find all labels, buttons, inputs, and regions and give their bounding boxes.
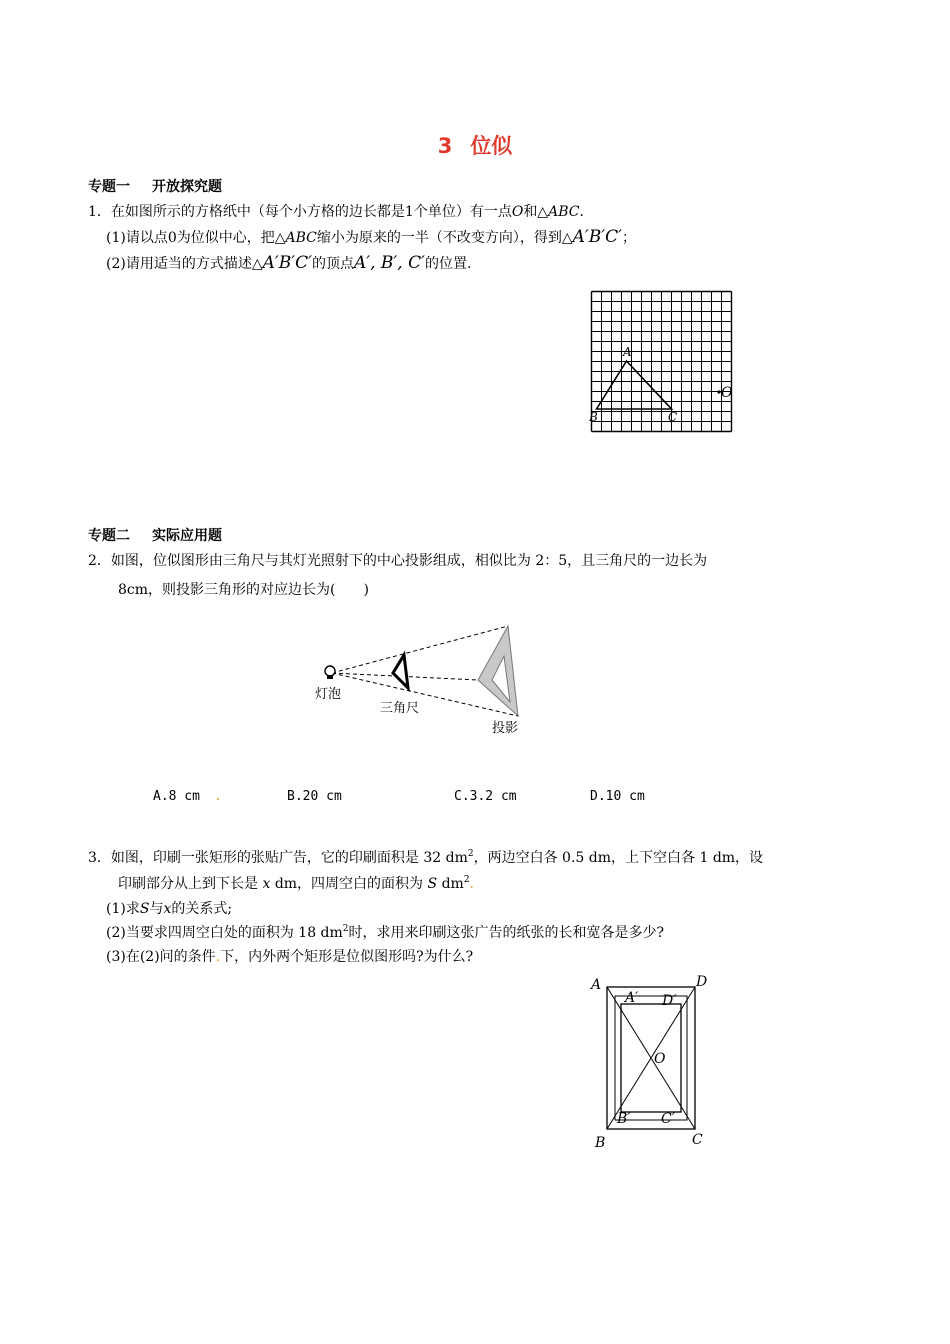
- grid-lines: [592, 292, 732, 432]
- q2-projection-figure: [310, 620, 540, 740]
- label-o: O: [721, 385, 733, 401]
- q3-part2-text: (2)当要求四周空白处的面积为 18 dm: [106, 925, 343, 941]
- q3-line2-text-b: dm，四周空白的面积为: [274, 876, 424, 892]
- q1-point-o: O: [511, 204, 524, 220]
- label-b: B: [595, 1135, 606, 1151]
- q1-part2-text-b: 的顶点: [311, 256, 354, 272]
- section-1-name: 开放探究题: [152, 179, 222, 195]
- q2-option-b[interactable]: B.20 cm: [287, 789, 342, 804]
- ray-top: [332, 626, 508, 673]
- q3-line2: [118, 873, 474, 893]
- q3-part2-sup: 2: [342, 924, 349, 934]
- label-ruler: 三角尺: [380, 701, 420, 716]
- title-number: 3: [437, 134, 453, 158]
- q1-part1-text: (1)请以点0为位似中心，把△: [106, 230, 286, 246]
- q3-part1-s: S: [139, 901, 150, 917]
- q1-stem-text-b: 和△: [523, 204, 549, 220]
- label-a-prime: A′: [625, 990, 639, 1006]
- q1-part2-points: A′, B′, C′: [353, 253, 425, 273]
- q3-part1-text: (1)求: [106, 901, 140, 917]
- q3-part1-text-b: 与: [149, 901, 164, 917]
- section-2-heading: [88, 525, 222, 545]
- q2-line1: [88, 550, 707, 570]
- bulb-base: [327, 675, 333, 679]
- q3-part3: [106, 946, 473, 966]
- q2-option-d[interactable]: D.10 cm: [590, 789, 645, 804]
- q3-line2-text: 印刷部分从上到下长是: [118, 876, 258, 892]
- q2-option-a-text: A.8 cm: [153, 789, 200, 804]
- q1-part1-end: ；: [622, 230, 637, 246]
- orange-dot: .: [215, 949, 221, 965]
- section-1-label: 专题一: [88, 179, 130, 195]
- label-d: D: [696, 974, 708, 990]
- q1-stem-end: .: [579, 204, 584, 220]
- q1-part1-abc: ABC: [285, 230, 317, 246]
- q3-var-x: x: [262, 876, 271, 892]
- label-a: A: [623, 345, 632, 359]
- label-c: C: [668, 410, 678, 424]
- q3-rectangle-figure: [585, 972, 715, 1152]
- q2-line1-text: 如图，位似图形由三角尺与其灯光照射下的中心投影组成，相似比为 2：5，且三角尺的一边长为: [110, 553, 708, 569]
- q3-part1: [106, 898, 232, 918]
- q3-line2-unit: dm: [441, 876, 464, 892]
- q1-part1-text-b: 缩小为原来的一半（不改变方向），得到△: [316, 230, 573, 246]
- q1-grid-figure: [588, 288, 748, 436]
- q3-part1-end: 的关系式;: [171, 901, 233, 917]
- q1-part2-triangle: A′B′C′: [262, 253, 312, 273]
- q3-line1-text: 如图，印刷一张矩形的张贴广告，它的印刷面积是 32 dm: [110, 850, 468, 866]
- title-text: 位似: [470, 134, 513, 158]
- q1-part2: [106, 253, 471, 273]
- q3-line2-sup: 2: [463, 875, 470, 885]
- q1-number: 1．: [88, 204, 111, 220]
- q3-part1-x: x: [163, 901, 172, 917]
- q1-stem: [88, 201, 584, 221]
- section-1-heading: [88, 176, 222, 196]
- label-c: C: [692, 1132, 703, 1148]
- label-o: O: [654, 1051, 666, 1067]
- page-title: [0, 130, 950, 160]
- orange-dot: .: [213, 789, 222, 804]
- q2-line2: 8cm，则投影三角形的对应边长为( ): [118, 582, 369, 598]
- label-d-prime: D′: [662, 993, 677, 1009]
- label-a: A: [591, 977, 602, 993]
- q3-part2-text-b: 时，求用来印刷这张广告的纸张的长和宽各是多少?: [348, 925, 665, 941]
- q2-option-a[interactable]: [153, 789, 222, 804]
- q2-number: 2．: [88, 553, 111, 569]
- q3-number: 3．: [88, 850, 111, 866]
- label-shadow: 投影: [492, 721, 519, 736]
- q1-part1-triangle: A′B′C′: [572, 227, 623, 247]
- q3-line1: [88, 847, 763, 867]
- q1-part2-text: (2)请用适当的方式描述△: [106, 256, 263, 272]
- label-b: B: [589, 410, 598, 424]
- q3-line2-end: .: [469, 876, 474, 892]
- section-2-label: 专题二: [88, 528, 130, 544]
- q1-stem-text: 在如图所示的方格纸中（每个小方格的边长都是1个单位）有一点: [110, 204, 512, 220]
- q1-part2-end: 的位置.: [424, 256, 472, 272]
- q3-part3-text: (3)在(2)问的条件: [106, 949, 216, 965]
- q3-part2: [106, 922, 664, 942]
- q1-triangle-abc: ABC: [548, 204, 580, 220]
- q3-var-s: S: [427, 876, 438, 892]
- q3-line1-sup: 2: [467, 849, 474, 859]
- label-bulb: 灯泡: [315, 687, 342, 702]
- label-b-prime: B′: [617, 1111, 631, 1127]
- section-2-name: 实际应用题: [152, 528, 222, 544]
- q1-part1: [106, 227, 636, 247]
- q2-option-c[interactable]: C.3.2 cm: [454, 789, 517, 804]
- ruler-triangle: [393, 655, 408, 688]
- q3-part3-text-b: 下，内外两个矩形是位似图形吗?为什么?: [220, 949, 474, 965]
- bulb-icon: [325, 666, 335, 676]
- label-c-prime: C′: [661, 1111, 675, 1127]
- q3-line1-text-b: ，两边空白各 0.5 dm，上下空白各 1 dm，设: [473, 850, 764, 866]
